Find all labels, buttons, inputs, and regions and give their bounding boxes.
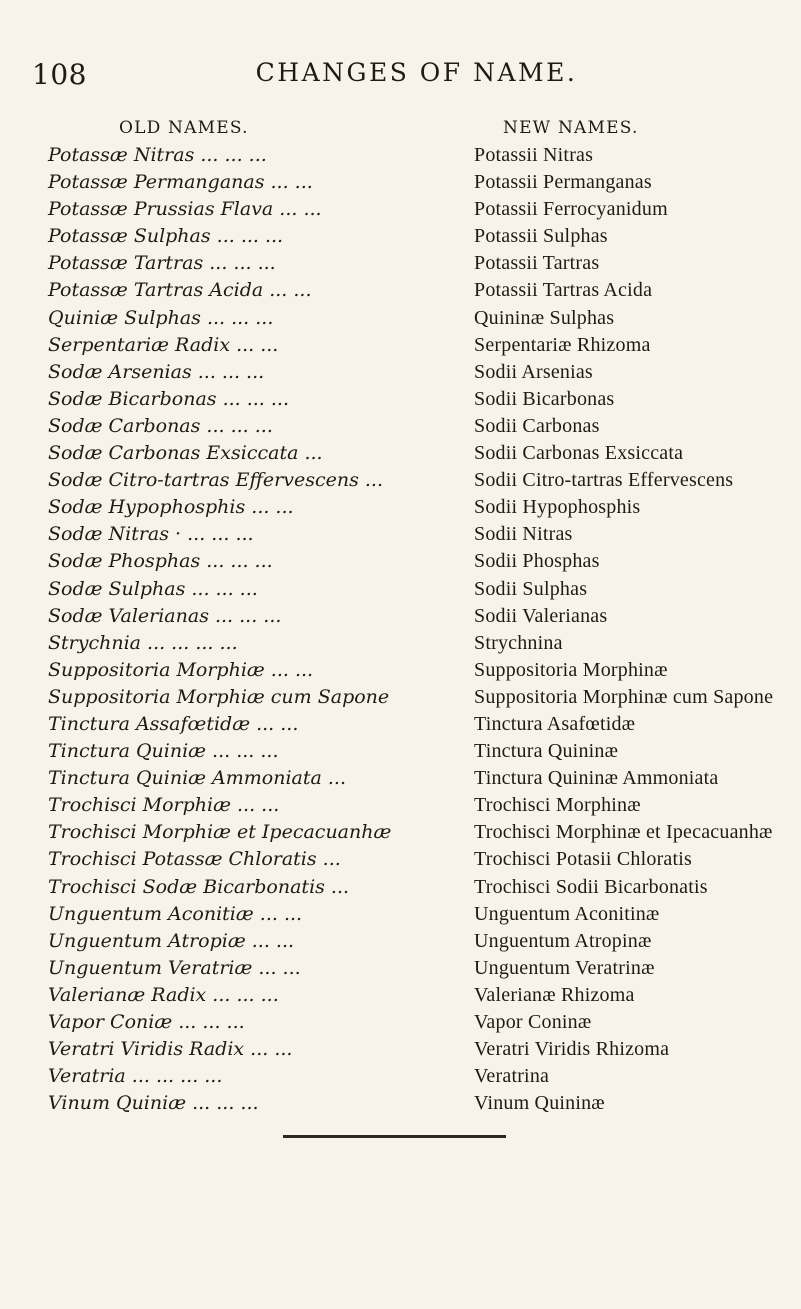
old-name: Sodæ Hypophosphis ... ...	[48, 496, 294, 519]
new-name: Vapor Coninæ	[474, 1011, 592, 1033]
table-row	[0, 277, 801, 304]
table-row	[0, 928, 801, 955]
table-row	[0, 576, 801, 603]
new-name: Potassii Tartras	[474, 252, 600, 275]
old-name: Trochisci Morphiæ et Ipecacuanhæ	[48, 821, 392, 844]
table-row	[0, 657, 801, 684]
new-name: Potassii Sulphas	[474, 225, 608, 248]
old-name: Sodæ Bicarbonas ... ... ...	[48, 387, 289, 410]
old-name: Veratri Viridis Radix ... ...	[48, 1038, 293, 1061]
old-name: Vinum Quiniæ ... ... ...	[48, 1092, 259, 1115]
old-name: Sodæ Nitras · ... ... ...	[48, 523, 254, 546]
new-name: Trochisci Sodii Bicarbonatis	[474, 875, 708, 898]
new-name: Tinctura Quininæ	[474, 740, 619, 763]
old-name: Sodæ Valerianas ... ... ...	[48, 604, 282, 627]
new-name: Trochisci Potasii Chloratis	[474, 848, 693, 871]
new-name: Valerianæ Rhizoma	[474, 983, 635, 1006]
new-name: Vinum Quininæ	[474, 1092, 605, 1115]
old-name: Sodæ Arsenias ... ... ...	[48, 360, 265, 383]
new-name: Tinctura Quininæ Ammoniata	[474, 767, 719, 790]
old-name: Strychnia ... ... ... ...	[48, 631, 238, 654]
old-name: Potassæ Nitras ... ... ...	[48, 144, 267, 166]
table-row	[0, 413, 801, 440]
old-name: Sodæ Sulphas ... ... ...	[48, 577, 258, 600]
new-name: Sodii Valerianas	[474, 604, 608, 627]
new-name: Strychnina	[474, 631, 563, 654]
table-row	[0, 819, 801, 846]
new-name: Unguentum Atropinæ	[474, 929, 652, 952]
old-name: Trochisci Potassæ Chloratis ...	[48, 848, 341, 871]
running-head: CHANGES OF NAME.	[255, 58, 578, 87]
table-row	[0, 142, 801, 169]
old-name: Trochisci Sodæ Bicarbonatis ...	[48, 875, 350, 898]
end-rule	[283, 1135, 506, 1138]
table-row	[0, 1009, 801, 1036]
table-row	[0, 548, 801, 575]
table-row	[0, 738, 801, 765]
table-row	[0, 494, 801, 521]
old-name: Potassæ Permanganas ... ...	[48, 171, 313, 194]
new-name: Sodii Carbonas Exsiccata	[474, 442, 684, 465]
old-name: Potassæ Tartras ... ... ...	[48, 252, 276, 275]
table-row	[0, 711, 801, 738]
table-row	[0, 684, 801, 711]
column-headers	[0, 118, 801, 142]
table-row	[0, 982, 801, 1009]
old-name: Valerianæ Radix ... ... ...	[48, 983, 279, 1006]
new-name: Sodii Bicarbonas	[474, 387, 615, 410]
table-row	[0, 1036, 801, 1063]
new-name: Potassii Permanganas	[474, 171, 652, 194]
old-names-header: OLD NAMES.	[119, 118, 249, 138]
old-name: Suppositoria Morphiæ cum Sapone	[48, 685, 390, 708]
old-name: Unguentum Atropiæ ... ...	[48, 929, 295, 952]
new-name: Quininæ Sulphas	[474, 306, 615, 329]
old-name: Potassæ Sulphas ... ... ...	[48, 225, 284, 248]
table-row	[0, 630, 801, 657]
old-name: Potassæ Prussias Flava ... ...	[48, 198, 322, 221]
old-name: Potassæ Tartras Acida ... ...	[48, 279, 312, 302]
table-row	[0, 1063, 801, 1090]
old-name: Vapor Coniæ ... ... ...	[48, 1011, 245, 1033]
table-row	[0, 467, 801, 494]
new-name: Veratrina	[474, 1065, 550, 1088]
new-name: Sodii Hypophosphis	[474, 496, 641, 519]
table-row	[0, 603, 801, 630]
old-name: Sodæ Carbonas ... ... ...	[48, 414, 273, 437]
table-row	[0, 792, 801, 819]
old-name: Trochisci Morphiæ ... ...	[48, 794, 280, 817]
old-name: Sodæ Citro-tartras Effervescens ...	[48, 469, 384, 492]
new-name: Suppositoria Morphinæ cum Sapone	[474, 685, 774, 708]
table-row	[0, 521, 801, 548]
old-name: Unguentum Veratriæ ... ...	[48, 956, 301, 979]
new-name: Trochisci Morphinæ	[474, 794, 641, 817]
table-row	[0, 250, 801, 277]
table-row	[0, 765, 801, 792]
new-name: Sodii Carbonas	[474, 414, 600, 437]
old-name: Quiniæ Sulphas ... ... ...	[48, 306, 274, 329]
new-name: Serpentariæ Rhizoma	[474, 333, 651, 356]
table-row	[0, 196, 801, 223]
new-name: Potassii Ferrocyanidum	[474, 198, 668, 221]
new-name: Potassii Nitras	[474, 144, 594, 166]
table-row	[0, 223, 801, 250]
table-row	[0, 874, 801, 901]
page-header	[32, 58, 781, 92]
table-row	[0, 1090, 801, 1117]
new-name: Sodii Citro-tartras Effervescens	[474, 469, 734, 492]
old-name: Tinctura Assafœtidæ ... ...	[48, 712, 299, 735]
table-row	[0, 359, 801, 386]
new-name: Sodii Sulphas	[474, 577, 588, 600]
name-table	[0, 142, 801, 1117]
new-name: Sodii Arsenias	[474, 360, 593, 383]
new-name: Unguentum Veratrinæ	[474, 956, 655, 979]
old-name: Suppositoria Morphiæ ... ...	[48, 658, 314, 681]
old-name: Serpentariæ Radix ... ...	[48, 333, 279, 356]
old-name: Sodæ Phosphas ... ... ...	[48, 550, 273, 573]
old-name: Sodæ Carbonas Exsiccata ...	[48, 442, 323, 465]
new-name: Unguentum Aconitinæ	[474, 902, 660, 925]
old-name: Veratria ... ... ... ...	[48, 1065, 223, 1088]
old-name: Unguentum Aconitiæ ... ...	[48, 902, 303, 925]
table-row	[0, 332, 801, 359]
new-name: Sodii Phosphas	[474, 550, 600, 573]
table-row	[0, 386, 801, 413]
old-name: Tinctura Quiniæ Ammoniata ...	[48, 767, 347, 790]
old-name: Tinctura Quiniæ ... ... ...	[48, 740, 279, 763]
new-name: Suppositoria Morphinæ	[474, 658, 668, 681]
new-name: Potassii Tartras Acida	[474, 279, 653, 302]
new-name: Trochisci Morphinæ et Ipecacuanhæ	[474, 821, 773, 844]
table-row	[0, 440, 801, 467]
new-name: Tinctura Asafœtidæ	[474, 712, 636, 735]
table-row	[0, 955, 801, 982]
table-row	[0, 901, 801, 928]
new-name: Veratri Viridis Rhizoma	[474, 1038, 670, 1061]
new-name: Sodii Nitras	[474, 523, 573, 546]
table-row	[0, 169, 801, 196]
table-row	[0, 846, 801, 873]
page-number: 108	[32, 58, 87, 91]
new-names-header: NEW NAMES.	[503, 118, 639, 138]
table-row	[0, 305, 801, 332]
